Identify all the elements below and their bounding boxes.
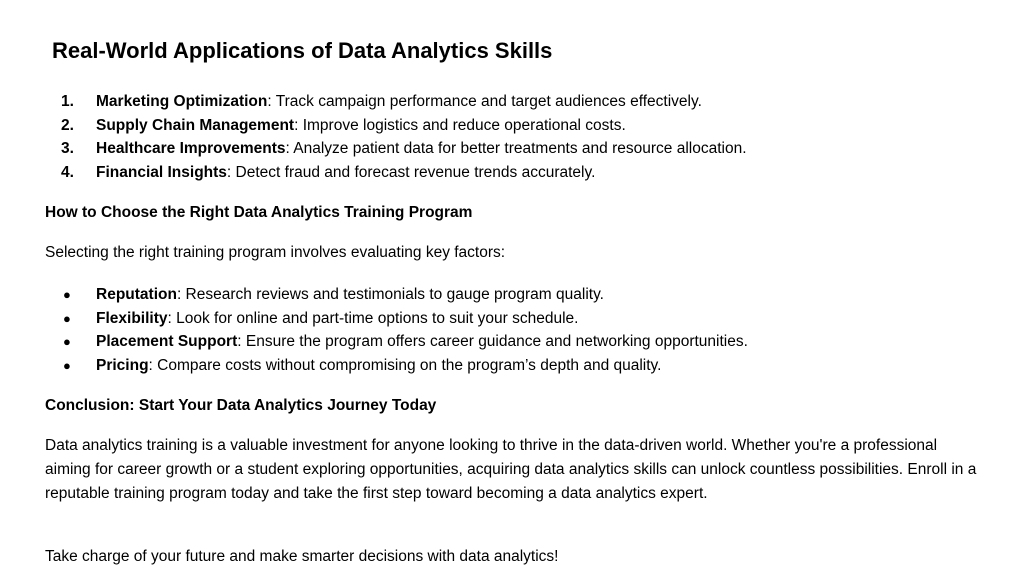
item-label: Pricing — [96, 356, 149, 374]
bullet-icon: ● — [63, 334, 71, 349]
list-number: 4. — [61, 163, 74, 181]
list-item — [45, 330, 748, 354]
item-label: Financial Insights — [96, 163, 227, 181]
item-text: : Improve logistics and reduce operational costs. — [294, 116, 626, 134]
applications-list — [45, 90, 747, 184]
item-label: Reputation — [96, 286, 177, 303]
list-item — [45, 90, 747, 114]
bullet-icon: ● — [63, 357, 71, 373]
conclusion-paragraph: Data analytics training is a valuable investment for anyone looking to thrive in the data-driven world. Whether you're a professional aiming for career growth or a student exploring opportunities, acquiring data analytics skills can unlock countless possibilities. Enroll in a reputable training program today and take the first step toward becoming a data analytics expert. — [45, 437, 977, 502]
item-label: Healthcare Improvements — [96, 140, 286, 157]
item-label: Placement Support — [96, 333, 238, 350]
item-label: Supply Chain Management — [96, 116, 295, 134]
factors-list — [45, 283, 748, 377]
bullet-icon: ● — [63, 310, 71, 326]
list-number: 1. — [61, 93, 74, 110]
list-number: 2. — [61, 116, 74, 134]
conclusion-heading: Conclusion: Start Your Data Analytics Journey Today — [45, 397, 437, 414]
choose-heading: How to Choose the Right Data Analytics Training Program — [45, 204, 473, 221]
list-item — [45, 307, 748, 331]
list-item — [45, 161, 747, 185]
list-number: 3. — [61, 140, 74, 157]
list-item — [45, 137, 747, 161]
bullet-icon: ● — [63, 287, 71, 302]
choose-intro: Selecting the right training program involves evaluating key factors: — [45, 244, 506, 261]
list-item — [45, 354, 748, 378]
list-item — [45, 283, 748, 307]
item-text: : Analyze patient data for better treatments and resource allocation. — [285, 140, 747, 157]
item-text: : Detect fraud and forecast revenue trends accurately. — [226, 163, 596, 181]
item-text: : Compare costs without compromising on the program’s depth and quality. — [148, 356, 662, 374]
item-text: : Track campaign performance and target audiences effectively. — [267, 93, 702, 110]
closing-line: Take charge of your future and make smarter decisions with data analytics! — [45, 548, 559, 565]
item-label: Flexibility — [96, 309, 168, 327]
item-text: : Look for online and part-time options to suit your schedule. — [167, 309, 579, 327]
item-text: : Ensure the program offers career guidance and networking opportunities. — [237, 333, 748, 350]
page-title: Real-World Applications of Data Analytics Skills — [52, 38, 553, 63]
item-label: Marketing Optimization — [96, 93, 268, 110]
item-text: : Research reviews and testimonials to gauge program quality. — [176, 286, 604, 303]
list-item — [45, 114, 747, 138]
